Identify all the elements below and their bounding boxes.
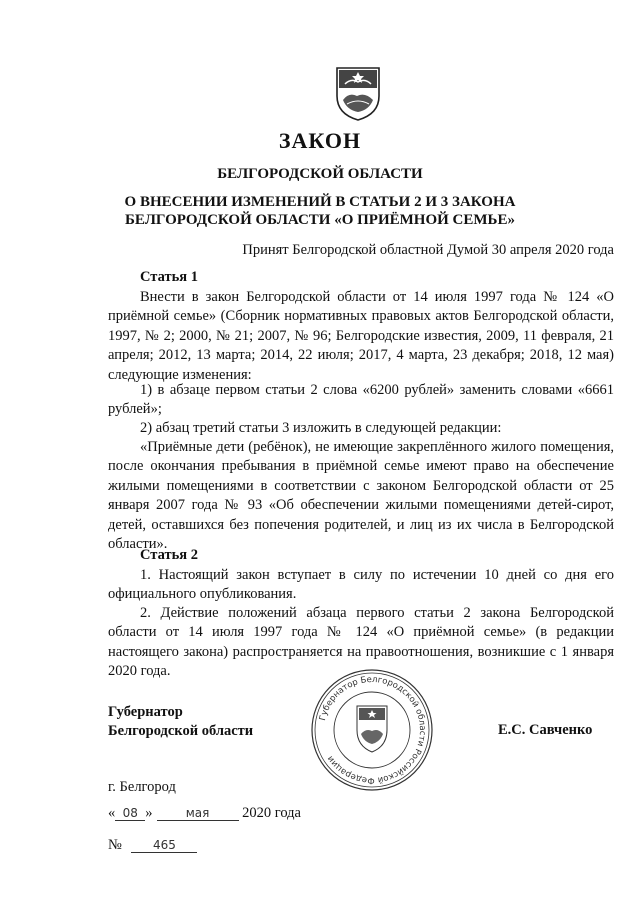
adoption-note: Принят Белгородской областной Думой 30 апреля 2020 года (242, 242, 614, 258)
coat-of-arms-emblem (335, 66, 381, 122)
signing-date (108, 805, 301, 822)
article-1-paragraph-3: 2) абзац третий статьи 3 изложить в следующей редакции: (140, 420, 502, 436)
subject-line-1: О ВНЕСЕНИИ ИЗМЕНЕНИЙ В СТАТЬИ 2 И 3 ЗАКОНА (124, 194, 516, 210)
signer-name: Е.С. Савченко (498, 722, 593, 738)
article-2-heading: Статья 2 (140, 547, 198, 563)
article-1-paragraph-1: Внести в закон Белгородской области от 14 июля 1997 года № 124 «О приёмной семье» (Сборник нормативных правовых актов Белгородской области, 1997, № 2; 2000, № 21; 2007, № 96; Белгородские известия, 2009, 11 февраля, 21 апреля; 2012, 13 марта; 2014, 22 июля; 2017, 4 марта, 23 декабря; 2018, 12 мая) следующие изменения: (108, 289, 614, 383)
official-seal-stamp (310, 668, 434, 792)
date-day: 08 (115, 806, 145, 821)
document-subject (0, 193, 640, 229)
document-number (108, 837, 197, 854)
document-region: БЕЛГОРОДСКОЙ ОБЛАСТИ (217, 166, 423, 182)
date-month: мая (157, 806, 239, 821)
date-year: 2020 года (242, 805, 301, 821)
date-open-quote: « (108, 805, 116, 821)
city: г. Белгород (108, 779, 176, 795)
article-1-paragraph-4: «Приёмные дети (ребёнок), не имеющие закреплённого жилого помещения, после окончания пребывания в приёмной семье имеют право на обеспечение жилыми помещениями в соответствии с законом Белгородской области от 25 января 2007 года № 93 «Об обеспечении жилыми помещениями детей-сирот, детей, оставшихся без попечения родителей, и лиц из их числа в Белгородской области». (108, 439, 614, 553)
document-title: ЗАКОН (278, 128, 362, 153)
subject-line-2: БЕЛГОРОДСКОЙ ОБЛАСТИ «О ПРИЁМНОЙ СЕМЬЕ» (125, 212, 515, 228)
number-value: 465 (131, 838, 197, 853)
seal-text: Губернатор Белгородской области Российской Федерации (317, 674, 428, 786)
governor-line-2: Белгородской области (108, 723, 254, 739)
article-2-paragraph-2: 2. Действие положений абзаца первого статьи 2 закона Белгородской области от 14 июля 1997 года № 124 «О приёмной семье» (в редакции настоящего закона) распространяется на правоотношения, возникшие с 1 января 2020 года. (108, 605, 614, 680)
date-close-quote: » (145, 805, 153, 821)
article-1-paragraph-2: 1) в абзаце первом статьи 2 слова «6200 рублей» заменить словами «6661 рублей»; (108, 382, 614, 418)
article-1-heading: Статья 1 (140, 269, 198, 285)
article-2-paragraph-1: 1. Настоящий закон вступает в силу по истечении 10 дней со дня его официального опубликования. (108, 567, 614, 603)
governor-line-1: Губернатор (108, 704, 183, 720)
governor-position (108, 703, 253, 741)
number-label: № (108, 837, 122, 853)
